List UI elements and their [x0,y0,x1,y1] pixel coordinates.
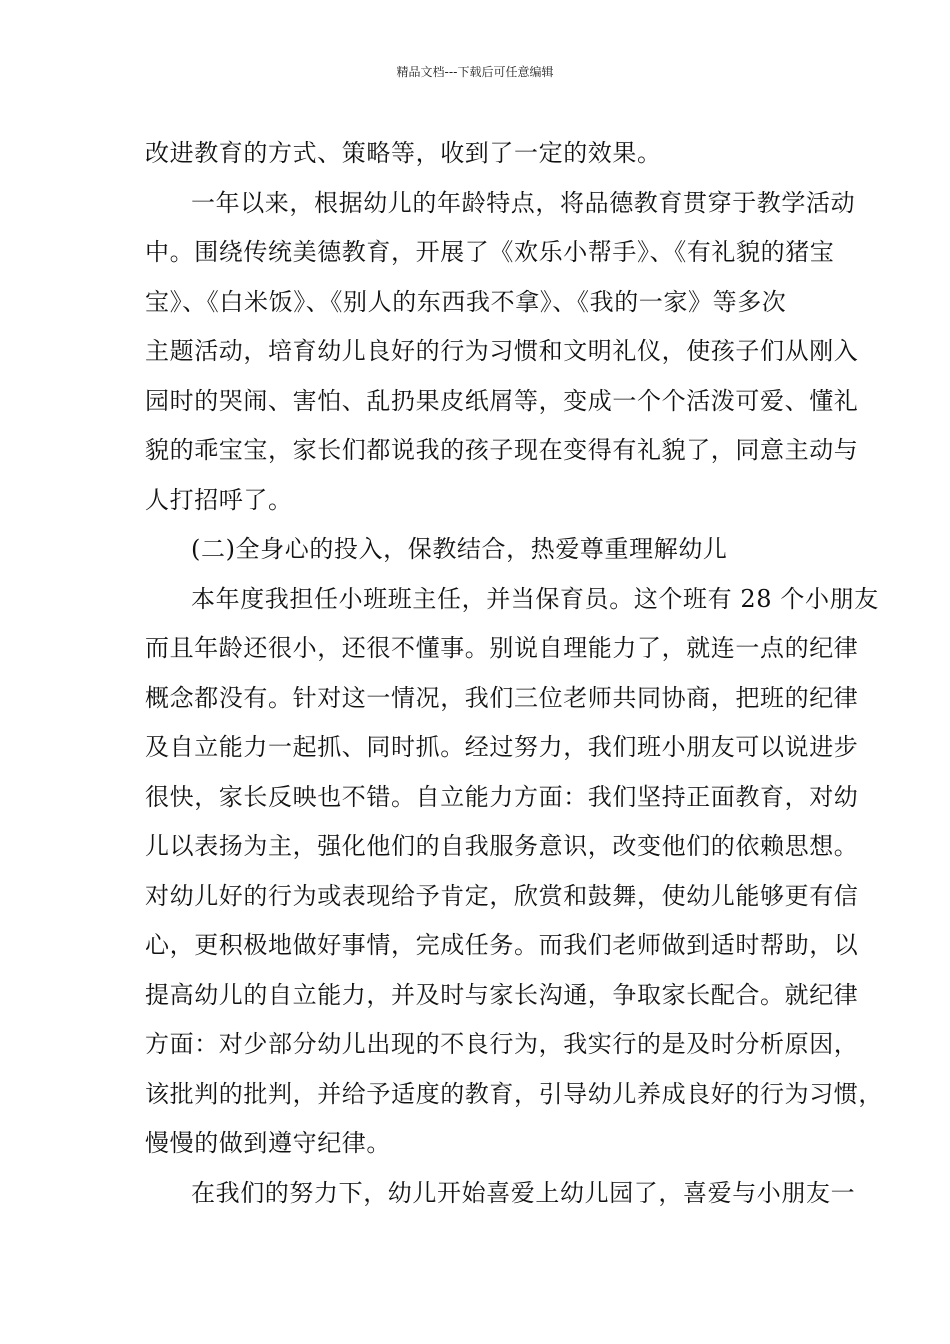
text-line: 中。围绕传统美德教育，开展了《欢乐小帮手》、《有礼貌的猪宝 [145,238,835,266]
text-line: 心，更积极地做好事情，完成任务。而我们老师做到适时帮助，以 [145,931,859,959]
text-line: 及自立能力一起抓、同时抓。经过努力，我们班小朋友可以说进步 [145,733,859,761]
section-heading: (二)全身心的投入，保教结合，热爱尊重理解幼儿 [191,535,728,563]
text-line: 慢慢的做到遵守纪律。 [145,1129,391,1157]
text-line: 对幼儿好的行为或表现给予肯定，欣赏和鼓舞，使幼儿能够更有信 [145,881,859,910]
text-line: 园时的哭闹、害怕、乱扔果皮纸屑等，变成一个个活泼可爱、懂礼 [145,386,859,415]
text-line: 改进教育的方式、策略等，收到了一定的效果。 [145,139,662,167]
text-line: 本年度我担任小班班主任，并当保育员。这个班有 28 个小朋友 [191,584,879,613]
text-line: 提高幼儿的自立能力，并及时与家长沟通，争取家长配合。就纪律 [145,980,859,1009]
text-line: 在我们的努力下，幼儿开始喜爱上幼儿园了，喜爱与小朋友一 [191,1178,856,1207]
page-header: 精品文档---下载后可任意编辑 [396,65,554,79]
text-line: 一年以来，根据幼儿的年龄特点，将品德教育贯穿于教学活动 [191,188,856,217]
text-line: 人打招呼了。 [145,485,293,514]
text-line: 方面：对少部分幼儿出现的不良行为，我实行的是及时分析原因， [145,1030,859,1058]
text-line: 儿以表扬为主，强化他们的自我服务意识，改变他们的依赖思想。 [145,832,859,860]
text-line: 主题活动，培育幼儿良好的行为习惯和文明礼仪，使孩子们从刚入 [145,337,859,365]
text-line: 宝》、《白米饭》、《别人的东西我不拿》、《我的一家》等多次 [145,287,787,316]
text-line: 很快，家长反映也不错。自立能力方面：我们坚持正面教育，对幼 [145,782,859,811]
document-body [145,129,883,1218]
text-line: 貌的乖宝宝，家长们都说我的孩子现在变得有礼貌了，同意主动与 [145,436,859,464]
text-line: 而且年龄还很小，还很不懂事。别说自理能力了，就连一点的纪律 [145,634,859,662]
text-line: 该批判的批判，并给予适度的教育，引导幼儿养成良好的行为习惯， [145,1079,883,1108]
text-line: 概念都没有。针对这一情况，我们三位老师共同协商，把班的纪律 [145,683,859,712]
